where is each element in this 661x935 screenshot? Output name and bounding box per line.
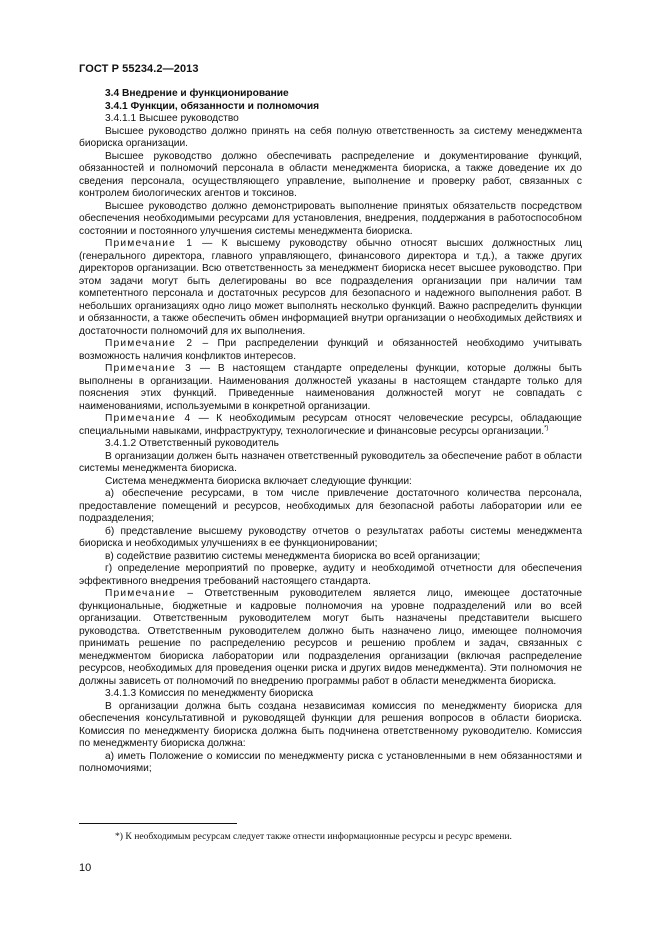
note-paragraph	[79, 363, 582, 413]
paragraph-text: 3.4 Внедрение и функционирование	[105, 88, 289, 99]
paragraph	[79, 113, 582, 126]
paragraph	[79, 688, 582, 701]
paragraph	[79, 488, 582, 526]
footnote-divider	[79, 823, 237, 824]
paragraph-text: а) иметь Положение о комиссии по менеджменту риска с установленными в нем обязанностями и полномочиями;	[79, 750, 582, 774]
paragraph-text: Система менеджмента биориска включает следующие функции:	[105, 475, 412, 487]
note-label: Примечание 3	[105, 363, 192, 374]
note-paragraph	[79, 588, 582, 688]
paragraph	[79, 101, 582, 114]
paragraph-text: 3.4.1.2 Ответственный руководитель	[105, 438, 279, 449]
paragraph-text: В организации должна быть создана независимая комиссия по менеджменту биориска для обеспечения консультативной и руководящей функции для решения вопросов в области биориска. Комиссия по менеджменту биориска должна быть подчинена ответственному руководителю. Комиссия по менеджменту биориска должна:	[79, 700, 582, 749]
paragraph-text: 3.4.1 Функции, обязанности и полномочия	[105, 100, 320, 112]
paragraph	[79, 151, 582, 201]
paragraph	[79, 563, 582, 588]
paragraph-text: а) обеспечение ресурсами, в том числе привлечение достаточного количества персонала, предоставление помещений и ресурсов, необходимых для безопасной работы лаборатории или ее подразделения;	[79, 488, 582, 524]
paragraph-text: — В настоящем стандарте определены функции, которые должны быть выполнены в организации. Наименования должностей указаны в настоящем стандарте только для пояснения этих функций. Приведенные наименования должностей могут не совпадать с наименованиями, используемыми в конкретной организации.	[79, 363, 582, 412]
paragraph-text: г) определение мероприятий по проверке, аудиту и необходимой отчетности для обеспечения эффективного внедрения требований настоящего стандарта.	[79, 563, 582, 587]
paragraph-text: Высшее руководство должно демонстрировать выполнение принятых обязательств посредством обеспечения необходимыми ресурсами для установления, внедрения, поддержания в работоспособном состоянии и постоянного улучшения системы менеджмента биориска.	[79, 200, 582, 237]
paragraph	[79, 526, 582, 551]
document-body	[79, 88, 582, 776]
paragraph-text: Высшее руководство должно принять на себя полную ответственность за систему менеджмента биориска организации.	[79, 125, 582, 149]
paragraph-text: В организации должен быть назначен ответственный руководитель за обеспечение работ в области системы менеджмента биориска.	[79, 450, 582, 474]
page-number: 10	[79, 862, 92, 874]
paragraph-text: – Ответственным руководителем является лицо, имеющее достаточные функциональные, бюджетные и кадровые полномочия на уровне подразделений или во всей организации. Ответственным руководителем могут быть назначены представители высшего руководства. Ответственным руководителем должно быть назначено лицо, имеющее полномочия принимать решение по распределению ресурсов и решению проблем и задач, связанных с менеджментом биориска лаборатории или подразделения организации (включая распределение ресурсов, необходимых для проведения оценки риска и других видов менеджмента). Эти полномочия не должны зависеть от полномочий по внедрению программы работ в области менеджмента биориска.	[79, 588, 582, 687]
paragraph	[79, 701, 582, 751]
paragraph-text: 3.4.1.1 Высшее руководство	[105, 113, 239, 124]
paragraph-text: Высшее руководство должно обеспечивать распределение и документирование функций, обязанностей и полномочий персонала в области менеджмента биориска, а также доведение их до сведения персонала, осуществляющего управление, выполнение и проверку работ, связанных с контролем биологических агентов и токсинов.	[79, 150, 582, 199]
paragraph-text: — К высшему руководству обычно относят высших должностных лиц (генерального директора, главного управляющего, финансового директора и т.д.), а также других директоров организации. Всю ответственность за менеджмент биориска несет высшее руководство. При этом задачи могут быть делегированы во все подразделения организации при наличии там компетентного персонала и достаточных ресурсов для безопасного и надежного выполнения работ. В небольших организациях одно лицо может выполнять несколько функций. Важно распределить функции и обязанности, а также обеспечить обмен информацией внутри организации о необходимых действиях и достаточности полномочий для их выполнения.	[79, 238, 582, 337]
paragraph	[79, 126, 582, 151]
paragraph-text: – При распределении функций и обязанностей необходимо учитывать возможность наличия конфликтов интересов.	[79, 338, 582, 362]
paragraph-text: в) содействие развитию системы менеджмента биориска во всей организации;	[105, 550, 481, 562]
note-label: Примечание	[105, 588, 176, 599]
footnote-marker: *)	[544, 425, 549, 432]
paragraph-text: 3.4.1.3 Комиссия по менеджменту биориска	[105, 688, 314, 699]
paragraph	[79, 551, 582, 564]
note-label: Примечание 4	[105, 413, 192, 424]
standard-header: ГОСТ Р 55234.2—2013	[79, 63, 199, 75]
paragraph	[79, 751, 582, 776]
paragraph	[79, 451, 582, 476]
paragraph	[79, 88, 582, 101]
footnote: *) К необходимым ресурсам следует также отнести информационные ресурсы и ресурс времени.	[115, 831, 512, 842]
note-paragraph	[79, 238, 582, 338]
note-paragraph	[79, 413, 582, 438]
paragraph	[79, 201, 582, 239]
note-paragraph	[79, 338, 582, 363]
paragraph-text: б) представление высшему руководству отчетов о результатах работы системы менеджмента биориска и необходимых улучшениях в ее функционировании;	[79, 525, 582, 549]
paragraph	[79, 476, 582, 489]
note-label: Примечание 2	[105, 338, 194, 349]
paragraph-text: — К необходимым ресурсам относят человеческие ресурсы, обладающие специальными навыками, инфраструктуру, технологические и финансовые ресурсы организации.	[79, 413, 582, 437]
paragraph	[79, 438, 582, 451]
note-label: Примечание 1	[105, 238, 194, 249]
